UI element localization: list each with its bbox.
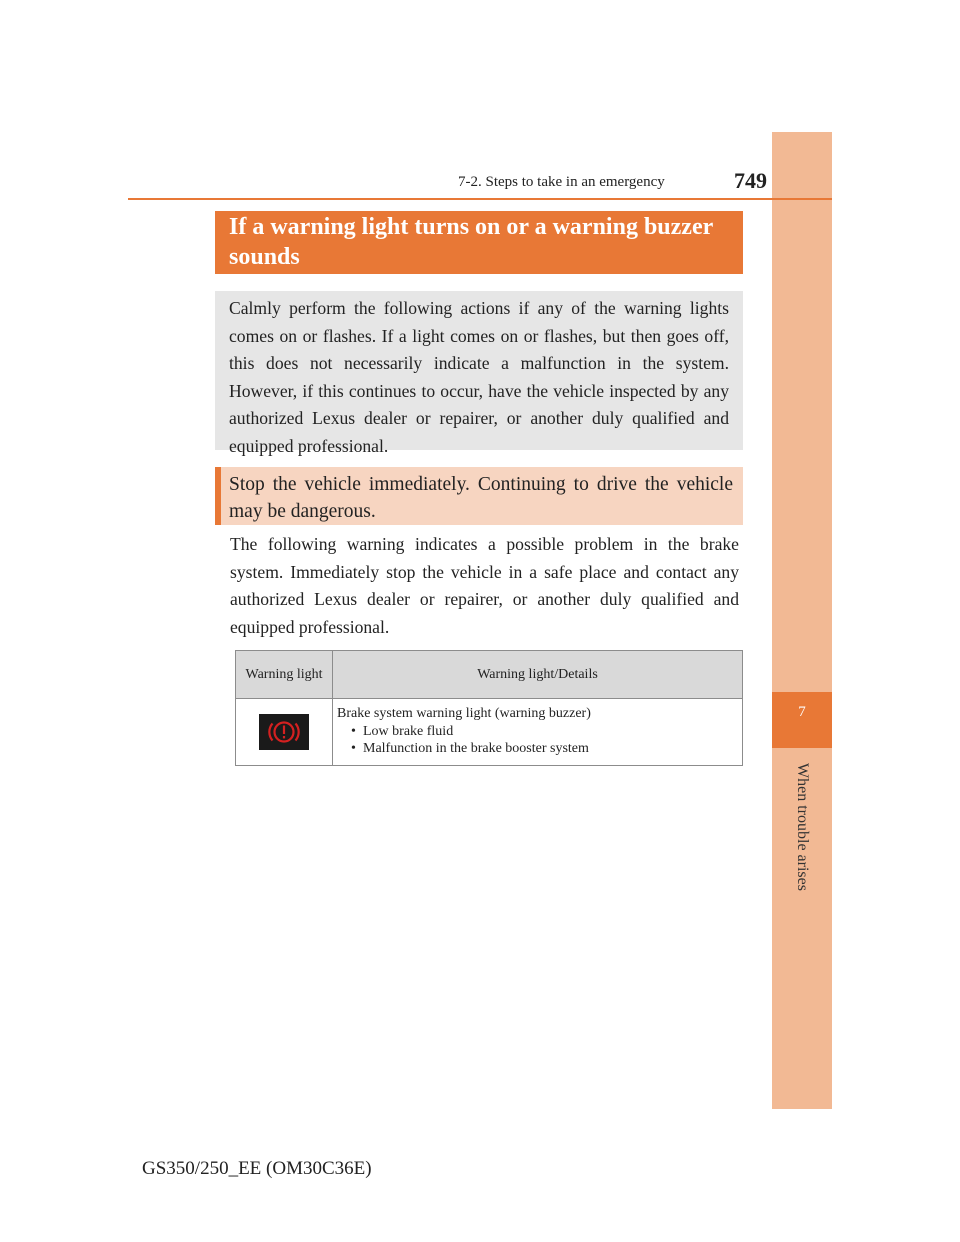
table-header-details: Warning light/Details — [333, 651, 743, 699]
page-number: 749 — [734, 168, 767, 193]
header-divider — [128, 198, 832, 200]
table-row — [236, 699, 743, 766]
chapter-number: 7 — [798, 704, 806, 720]
table-header-warning-light: Warning light — [236, 651, 333, 699]
warning-heading: Stop the vehicle immediately. Continuing to drive the vehicle may be dangerous. — [215, 467, 743, 525]
list-item: • Malfunction in the brake booster system — [351, 740, 736, 758]
details-cell — [333, 699, 743, 766]
list-item: • Low brake fluid — [351, 723, 736, 741]
details-list — [337, 723, 736, 758]
chapter-number-tab — [772, 692, 832, 748]
warning-light-table — [235, 650, 743, 766]
section-header: 7-2. Steps to take in an emergency — [458, 174, 665, 190]
details-title: Brake system warning light (warning buzzer) — [337, 706, 591, 721]
chapter-side-tab — [772, 132, 832, 1109]
section-title: If a warning light turns on or a warning buzzer sounds — [215, 211, 743, 274]
icon-cell — [236, 699, 333, 766]
intro-box: Calmly perform the following actions if any of the warning lights comes on or flashes. If a light comes on or flashes, but then goes off, this does not necessarily indicate a malfunction in the system. However, if this continues to occur, have the vehicle inspected by any authorized Lexus dealer or repairer, or another duly qualified and equipped professional. — [215, 291, 743, 450]
body-paragraph: The following warning indicates a possible problem in the brake system. Immediately stop the vehicle in a safe place and contact any authorized Lexus dealer or repairer, or another duly qualified and equipped professional. — [230, 534, 739, 637]
brake-warning-icon — [259, 714, 309, 750]
chapter-label-wrap — [772, 752, 832, 902]
chapter-label: When trouble arises — [794, 763, 811, 891]
footer-model-code: GS350/250_EE (OM30C36E) — [142, 1158, 372, 1179]
table-header-row — [236, 651, 743, 699]
